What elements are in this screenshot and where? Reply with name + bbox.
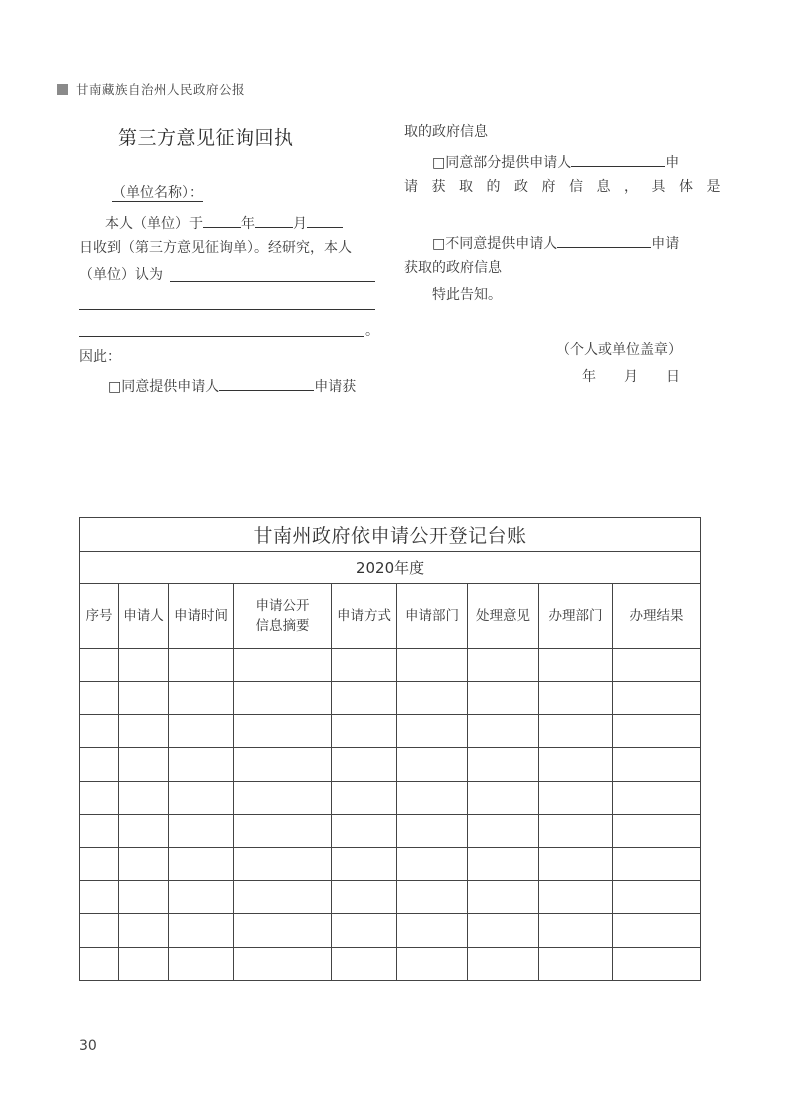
- col-header: 申请人: [119, 584, 169, 648]
- table-cell: [397, 814, 468, 847]
- table-cell: [468, 848, 539, 881]
- table-cell: [80, 781, 119, 814]
- table-row: [80, 814, 701, 847]
- table-cell: [468, 781, 539, 814]
- table-cell: [468, 881, 539, 914]
- received-continuation: 日收到（第三方意见征询单）。经研究，本人: [79, 240, 352, 256]
- received-line: [105, 212, 343, 233]
- table-cell: [234, 715, 332, 748]
- opinion-blank-3: [79, 336, 364, 337]
- table-cell: [613, 814, 701, 847]
- table-cell: [80, 748, 119, 781]
- col-header: 申请部门: [397, 584, 468, 648]
- day-blank: [307, 212, 343, 228]
- agree-suffix: 申请获: [314, 379, 357, 395]
- table-cell: [80, 715, 119, 748]
- table-cell: [80, 814, 119, 847]
- table-cell: [397, 914, 468, 947]
- table-cell: [119, 781, 169, 814]
- year-blank: [203, 212, 241, 228]
- table-cell: [119, 715, 169, 748]
- ledger-table: [79, 517, 701, 981]
- col-header: 序号: [80, 584, 119, 648]
- received-intro: 本人（单位）于: [105, 216, 203, 232]
- table-cell: [80, 947, 119, 980]
- table-cell: [234, 814, 332, 847]
- table-cell: [169, 914, 234, 947]
- table-cell: [119, 914, 169, 947]
- table-cell: [169, 848, 234, 881]
- table-cell: [539, 947, 613, 980]
- unit-name-label: （单位名称）：: [112, 185, 203, 201]
- notice-text: 特此告知。: [432, 287, 502, 303]
- table-cell: [119, 682, 169, 715]
- table-cell: [234, 848, 332, 881]
- table-cell: [397, 881, 468, 914]
- opinion-blank-1: [170, 281, 375, 282]
- col-header: 申请公开 信息摘要: [234, 584, 332, 648]
- table-cell: [397, 748, 468, 781]
- table-row: [80, 947, 701, 980]
- agree-option: [108, 375, 356, 396]
- disagree-continuation: 获取的政府信息: [404, 260, 502, 276]
- col-header: 申请方式: [332, 584, 397, 648]
- table-cell: [169, 715, 234, 748]
- opinion-blank-2: [79, 309, 375, 310]
- table-cell: [539, 781, 613, 814]
- table-cell: [119, 814, 169, 847]
- table-cell: [234, 947, 332, 980]
- table-cell: [234, 781, 332, 814]
- col-header: 申请时间: [169, 584, 234, 648]
- partial-option: [432, 151, 679, 172]
- table-cell: [613, 914, 701, 947]
- opinion-period: 。: [365, 323, 379, 339]
- table-row: [80, 715, 701, 748]
- partial-label: □同意部分提供申请人: [432, 155, 572, 171]
- table-row: [80, 781, 701, 814]
- disagree-applicant-blank: [557, 232, 651, 248]
- header-title: 甘南藏族自治州人民政府公报: [76, 82, 246, 97]
- table-cell: [468, 947, 539, 980]
- table-cell: [234, 748, 332, 781]
- ledger-title: 甘南州政府依申请公开登记台账: [80, 518, 701, 552]
- table-cell: [613, 881, 701, 914]
- col-header: 办理部门: [539, 584, 613, 648]
- date-label: 年 月 日: [582, 369, 680, 385]
- table-cell: [332, 648, 397, 681]
- table-row: [80, 682, 701, 715]
- therefore-label: 因此：: [79, 349, 121, 365]
- disagree-label: □不同意提供申请人: [432, 236, 558, 252]
- agree-label: □同意提供申请人: [108, 379, 220, 395]
- table-cell: [80, 914, 119, 947]
- table-cell: [613, 947, 701, 980]
- table-cell: [169, 682, 234, 715]
- table-cell: [613, 781, 701, 814]
- month-blank: [255, 212, 293, 228]
- table-cell: [539, 914, 613, 947]
- table-cell: [539, 648, 613, 681]
- table-cell: [468, 682, 539, 715]
- table-cell: [613, 715, 701, 748]
- table-cell: [234, 648, 332, 681]
- agree-continuation: 取的政府信息: [404, 124, 488, 140]
- header-square-icon: [57, 84, 68, 95]
- partial-suffix: 申: [665, 155, 680, 171]
- table-cell: [80, 648, 119, 681]
- table-cell: [332, 814, 397, 847]
- table-cell: [80, 848, 119, 881]
- table-cell: [234, 881, 332, 914]
- ledger-year: 2020年度: [80, 552, 701, 584]
- page-number: 30: [79, 1038, 97, 1054]
- table-cell: [332, 848, 397, 881]
- table-cell: [119, 648, 169, 681]
- table-cell: [397, 848, 468, 881]
- table-cell: [332, 748, 397, 781]
- table-cell: [119, 881, 169, 914]
- table-cell: [468, 748, 539, 781]
- table-row: [80, 748, 701, 781]
- table-cell: [332, 947, 397, 980]
- table-cell: [539, 715, 613, 748]
- table-cell: [169, 814, 234, 847]
- table-cell: [613, 848, 701, 881]
- opinion-label: （单位）认为: [79, 267, 163, 283]
- table-cell: [539, 748, 613, 781]
- receipt-title: 第三方意见征询回执: [118, 127, 294, 149]
- table-cell: [234, 914, 332, 947]
- table-cell: [80, 881, 119, 914]
- col-header: 办理结果: [613, 584, 701, 648]
- ledger-body: [80, 648, 701, 980]
- table-cell: [234, 682, 332, 715]
- table-cell: [169, 781, 234, 814]
- table-cell: [468, 648, 539, 681]
- partial-applicant-blank: [571, 151, 665, 167]
- table-cell: [119, 947, 169, 980]
- table-row: [80, 914, 701, 947]
- table-cell: [397, 715, 468, 748]
- gazette-header: [57, 80, 245, 98]
- table-row: [80, 881, 701, 914]
- table-cell: [397, 781, 468, 814]
- table-cell: [539, 881, 613, 914]
- table-cell: [397, 947, 468, 980]
- table-cell: [539, 848, 613, 881]
- disagree-option: [432, 232, 679, 253]
- col-header: 处理意见: [468, 584, 539, 648]
- table-cell: [613, 648, 701, 681]
- disagree-suffix: 申请: [651, 236, 680, 252]
- table-cell: [539, 814, 613, 847]
- table-cell: [397, 682, 468, 715]
- table-cell: [332, 881, 397, 914]
- opinion-line: [79, 266, 163, 284]
- table-cell: [119, 848, 169, 881]
- table-cell: [169, 748, 234, 781]
- seal-label: （个人或单位盖章）: [556, 342, 682, 358]
- table-cell: [613, 682, 701, 715]
- table-cell: [332, 682, 397, 715]
- table-cell: [468, 715, 539, 748]
- year-label: 年: [241, 216, 255, 232]
- table-cell: [119, 748, 169, 781]
- table-cell: [539, 682, 613, 715]
- table-cell: [169, 947, 234, 980]
- table-cell: [397, 648, 468, 681]
- ledger-header-row: [80, 584, 701, 648]
- table-cell: [332, 914, 397, 947]
- table-cell: [468, 814, 539, 847]
- table-row: [80, 848, 701, 881]
- table-cell: [468, 914, 539, 947]
- agree-applicant-blank: [219, 375, 314, 391]
- table-cell: [169, 648, 234, 681]
- month-label: 月: [293, 216, 307, 232]
- table-cell: [169, 881, 234, 914]
- table-cell: [332, 781, 397, 814]
- unit-name-line: [112, 184, 203, 202]
- table-cell: [332, 715, 397, 748]
- table-cell: [80, 682, 119, 715]
- table-row: [80, 648, 701, 681]
- partial-continuation: 请获取的政府信息，具体是: [404, 179, 734, 195]
- table-cell: [613, 748, 701, 781]
